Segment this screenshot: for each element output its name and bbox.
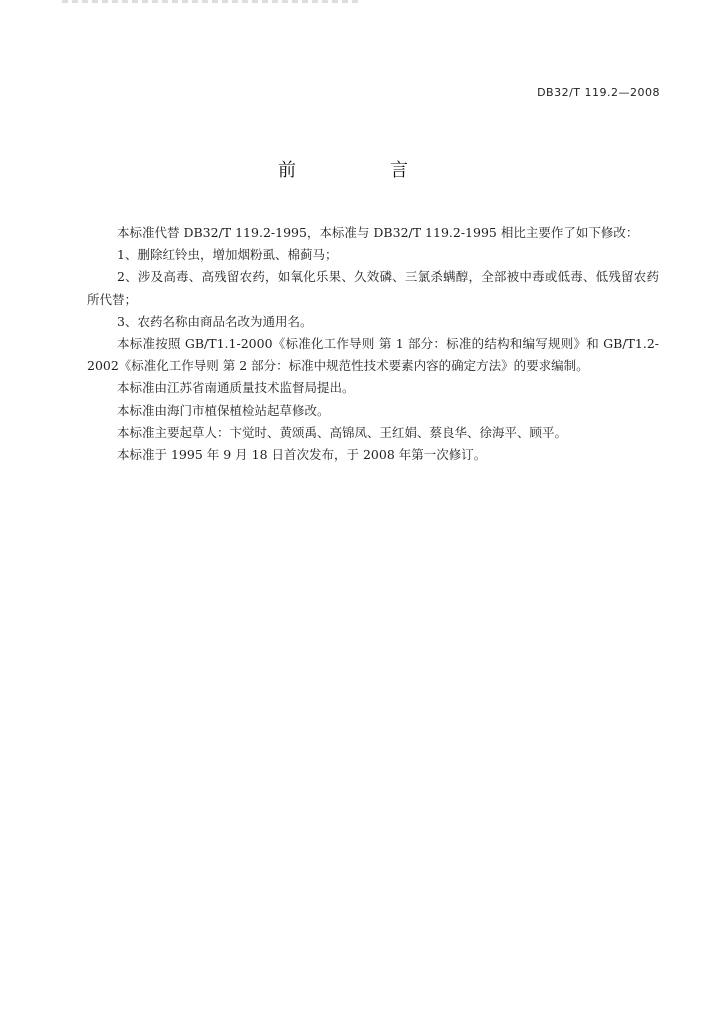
standard-code: DB32/T 119.2—2008 bbox=[537, 86, 660, 99]
paragraph-history: 本标准于 1995 年 9 月 18 日首次发布，于 2008 年第一次修订。 bbox=[117, 447, 487, 463]
scan-edge-artifact bbox=[62, 0, 362, 3]
paragraph-change-1: 1、删除红铃虫，增加烟粉虱、棉蓟马； bbox=[117, 247, 338, 263]
page-title: 前 言 bbox=[278, 160, 446, 181]
foreword-body bbox=[87, 222, 659, 466]
paragraph-change-3: 3、农药名称由商品名改为通用名。 bbox=[117, 313, 313, 329]
paragraph-compilation: 本标准按照 GB/T1.1-2000《标准化工作导则 第 1 部分：标准的结构和编写规则》和 GB/T1.2-2002《标准化工作导则 第 2 部分：标准中规范性技术要素内容的确定方法》的要求编制。 bbox=[87, 336, 659, 374]
paragraph-intro: 本标准代替 DB32/T 119.2-1995，本标准与 DB32/T 119.2-1995 相比主要作了如下修改： bbox=[117, 225, 639, 240]
paragraph-change-2: 2、涉及高毒、高残留农药，如氧化乐果、久效磷、三氯杀螨醇，全部被中毒或低毒、低残留农药所代替； bbox=[87, 269, 659, 307]
paragraph-drafters: 本标准主要起草人：卞觉时、黄颂禹、高锦凤、王红娟、蔡良华、徐海平、顾平。 bbox=[117, 424, 568, 440]
paragraph-drafter-unit: 本标准由海门市植保植检站起草修改。 bbox=[117, 402, 330, 418]
paragraph-proposer: 本标准由江苏省南通质量技术监督局提出。 bbox=[117, 380, 355, 396]
